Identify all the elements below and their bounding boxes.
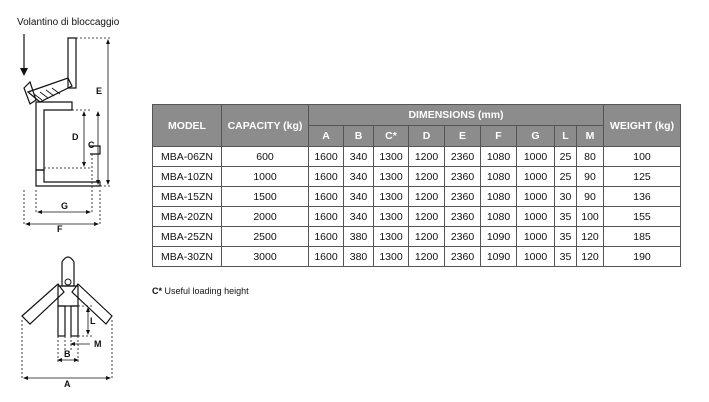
cell-dim-g: 1000 bbox=[517, 167, 555, 187]
cell-dim-m: 120 bbox=[577, 247, 604, 267]
cell-dim-l: 35 bbox=[555, 207, 577, 227]
cell-dim-l: 35 bbox=[555, 227, 577, 247]
cell-model: MBA-20ZN bbox=[153, 207, 222, 227]
dim-label-l: L bbox=[90, 316, 96, 326]
cell-capacity: 2500 bbox=[222, 227, 309, 247]
cell-weight: 155 bbox=[604, 207, 681, 227]
cell-dim-b: 340 bbox=[344, 187, 374, 207]
cell-dim-c: 1300 bbox=[374, 207, 409, 227]
cell-weight: 125 bbox=[604, 167, 681, 187]
table-row bbox=[153, 247, 681, 267]
cell-dim-d: 1200 bbox=[409, 167, 445, 187]
cell-dim-e: 2360 bbox=[445, 227, 481, 247]
header-dim-b: B bbox=[344, 126, 374, 147]
header-model: MODEL bbox=[153, 105, 222, 147]
cell-dim-m: 120 bbox=[577, 227, 604, 247]
table-row bbox=[153, 227, 681, 247]
spec-table bbox=[152, 104, 681, 267]
cell-dim-d: 1200 bbox=[409, 227, 445, 247]
cell-dim-d: 1200 bbox=[409, 207, 445, 227]
top-view-diagram bbox=[0, 250, 140, 390]
cell-dim-g: 1000 bbox=[517, 147, 555, 167]
cell-dim-g: 1000 bbox=[517, 187, 555, 207]
cell-dim-d: 1200 bbox=[409, 187, 445, 207]
cell-dim-g: 1000 bbox=[517, 207, 555, 227]
cell-dim-g: 1000 bbox=[517, 227, 555, 247]
footnote-mark: C* bbox=[152, 286, 163, 296]
cell-capacity: 1000 bbox=[222, 167, 309, 187]
dim-label-a: A bbox=[64, 379, 71, 389]
cell-capacity: 2000 bbox=[222, 207, 309, 227]
header-dim-f: F bbox=[481, 126, 517, 147]
cell-model: MBA-10ZN bbox=[153, 167, 222, 187]
header-dim-l: L bbox=[555, 126, 577, 147]
cell-dim-f: 1080 bbox=[481, 187, 517, 207]
cell-weight: 185 bbox=[604, 227, 681, 247]
cell-dim-a: 1600 bbox=[309, 207, 344, 227]
cell-dim-a: 1600 bbox=[309, 247, 344, 267]
cell-dim-m: 100 bbox=[577, 207, 604, 227]
header-dim-m: M bbox=[577, 126, 604, 147]
cell-dim-e: 2360 bbox=[445, 187, 481, 207]
dim-label-f: F bbox=[57, 224, 63, 234]
cell-dim-l: 30 bbox=[555, 187, 577, 207]
side-view-diagram bbox=[0, 30, 140, 270]
cell-dim-b: 340 bbox=[344, 167, 374, 187]
header-weight: WEIGHT (kg) bbox=[604, 105, 681, 147]
dim-label-g: G bbox=[61, 201, 69, 211]
cell-dim-f: 1090 bbox=[481, 247, 517, 267]
cell-dim-l: 25 bbox=[555, 167, 577, 187]
cell-dim-m: 80 bbox=[577, 147, 604, 167]
cell-model: MBA-25ZN bbox=[153, 227, 222, 247]
cell-weight: 136 bbox=[604, 187, 681, 207]
cell-dim-c: 1300 bbox=[374, 247, 409, 267]
cell-dim-c: 1300 bbox=[374, 227, 409, 247]
cell-dim-l: 35 bbox=[555, 247, 577, 267]
header-dim-e: E bbox=[445, 126, 481, 147]
cell-dim-a: 1600 bbox=[309, 167, 344, 187]
header-dimensions: DIMENSIONS (mm) bbox=[309, 105, 604, 126]
cell-dim-m: 90 bbox=[577, 187, 604, 207]
handwheel-label: Volantino di bloccaggio bbox=[17, 17, 120, 28]
cell-capacity: 3000 bbox=[222, 247, 309, 267]
cell-dim-d: 1200 bbox=[409, 147, 445, 167]
header-dim-c: C* bbox=[374, 126, 409, 147]
cell-capacity: 1500 bbox=[222, 187, 309, 207]
cell-dim-c: 1300 bbox=[374, 147, 409, 167]
cell-weight: 100 bbox=[604, 147, 681, 167]
cell-dim-f: 1080 bbox=[481, 147, 517, 167]
table-row bbox=[153, 147, 681, 167]
cell-dim-f: 1080 bbox=[481, 207, 517, 227]
dim-label-c: C bbox=[88, 140, 95, 150]
header-dim-d: D bbox=[409, 126, 445, 147]
cell-weight: 190 bbox=[604, 247, 681, 267]
cell-dim-e: 2360 bbox=[445, 207, 481, 227]
cell-dim-a: 1600 bbox=[309, 227, 344, 247]
cell-dim-a: 1600 bbox=[309, 187, 344, 207]
cell-model: MBA-30ZN bbox=[153, 247, 222, 267]
cell-dim-e: 2360 bbox=[445, 247, 481, 267]
cell-dim-e: 2360 bbox=[445, 147, 481, 167]
cell-model: MBA-06ZN bbox=[153, 147, 222, 167]
header-dim-a: A bbox=[309, 126, 344, 147]
dim-label-d: D bbox=[72, 132, 79, 142]
cell-dim-m: 90 bbox=[577, 167, 604, 187]
cell-dim-b: 380 bbox=[344, 247, 374, 267]
table-row bbox=[153, 167, 681, 187]
cell-dim-d: 1200 bbox=[409, 247, 445, 267]
footnote bbox=[152, 286, 249, 296]
cell-dim-c: 1300 bbox=[374, 187, 409, 207]
dim-label-m: M bbox=[94, 339, 102, 349]
cell-dim-f: 1090 bbox=[481, 227, 517, 247]
cell-dim-a: 1600 bbox=[309, 147, 344, 167]
cell-dim-l: 25 bbox=[555, 147, 577, 167]
dim-label-e: E bbox=[96, 86, 103, 96]
cell-dim-b: 340 bbox=[344, 147, 374, 167]
cell-dim-e: 2360 bbox=[445, 167, 481, 187]
cell-capacity: 600 bbox=[222, 147, 309, 167]
header-dim-g: G bbox=[517, 126, 555, 147]
table-row bbox=[153, 187, 681, 207]
table-row bbox=[153, 207, 681, 227]
cell-dim-b: 380 bbox=[344, 227, 374, 247]
cell-dim-f: 1080 bbox=[481, 167, 517, 187]
header-capacity: CAPACITY (kg) bbox=[222, 105, 309, 147]
cell-model: MBA-15ZN bbox=[153, 187, 222, 207]
dim-label-b: B bbox=[64, 349, 71, 359]
cell-dim-b: 340 bbox=[344, 207, 374, 227]
cell-dim-c: 1300 bbox=[374, 167, 409, 187]
cell-dim-g: 1000 bbox=[517, 247, 555, 267]
footnote-text: Useful loading height bbox=[164, 286, 249, 296]
